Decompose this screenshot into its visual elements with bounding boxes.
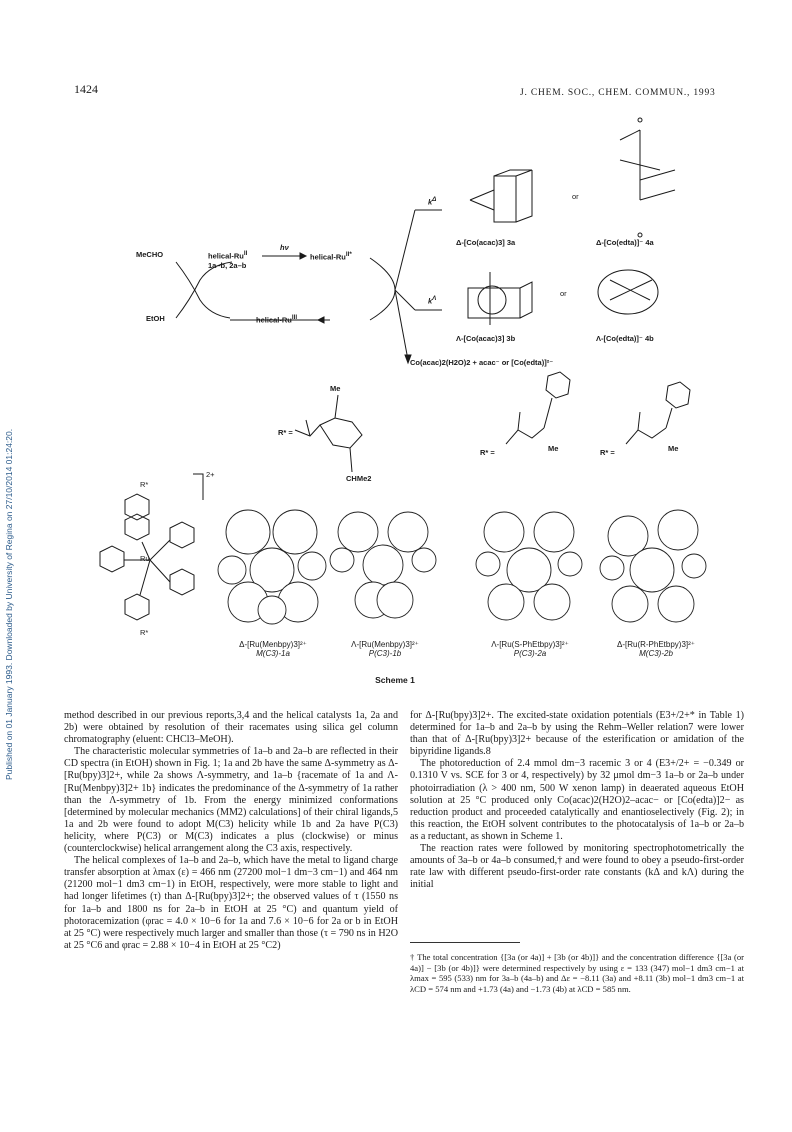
body-left-column (64, 710, 398, 1060)
paragraph: The photoreduction of 2.4 mmol dm−3 racemic 3 or 4 (E3+/2+ = −0.349 or 0.1310 V vs. SCE for 3 or 4, respectively) by 32 μmol dm−3 1a–b or 2a–b under photoirradiation (λ > 400 nm, 500 W xenon lamp) in deaerated aqueous EtOH solution at 25 °C produced only Co(acac)2(H2O)2–acac− or [Co(edta)]2− as reduction product and proceeded catalytically and enantioselectively (Fig. 2); in this reaction, the EtOH solvent contributes to the photocatalysis of 1a–b or 2a–b as a reductant, as shown in Scheme 1. (410, 758, 744, 842)
caption-2b: Δ-[Ru(R-PhEtbpy)3]²⁺ M(C3)-2b (616, 640, 696, 658)
k-delta-label: $k^\Delta$ (428, 196, 437, 207)
complex-r-top: R* (140, 480, 149, 489)
reactant-etoh: EtOH (146, 314, 165, 323)
catalyst-excited: helical-$Ru^{II*}$ (310, 251, 352, 262)
hv-label: hν (280, 243, 289, 252)
amide-r-label-1: R* = (480, 448, 495, 457)
catalyst-oxidized: helical-$Ru^{III}$ (256, 314, 298, 325)
amide-r-label-2: R* = (600, 448, 615, 457)
journal-header: J. CHEM. SOC., CHEM. COMMUN., 1993 (520, 88, 716, 98)
k-lambda-label: $k^\Lambda$ (428, 295, 437, 306)
page-number: 1424 (74, 82, 98, 96)
label-3a: Δ-[Co(acac)3] 3a (456, 238, 516, 247)
amide-me-1: Me (548, 444, 559, 453)
paragraph: The characteristic molecular symmetries of 1a–b and 2a–b are reflected in their CD spectra (in EtOH) shown in Fig. 1; 1a and 2b have the same Δ-symmetry as Δ-[Ru(bpy)3]2+, while 2a shows Λ-symmetry, and 1a–b {racemate of 1a and Λ-[Ru(Menbpy)3]2+ 1b} indicates the predominance of the Δ-symmetry of 1a rather than the Λ-symmetry of 1b. From the energy minimized conformations [determined by molecular mechanics (MM2) calculations] of their chiral ligands,5 1a and 2b were found to adopt M(C3) helicity while 1b and 2a have P(C3) helicity, where P(C3) or M(C3) indicates a plus (clockwise) or minus (counterclockwise) helical arrangement along the C3 axis, respectively. (64, 746, 398, 855)
model-2b (600, 510, 706, 622)
model-1b (330, 512, 436, 618)
menthyl-r-label: R* = (278, 428, 293, 437)
reactant-mecho: MeCHO (136, 250, 164, 259)
paragraph: The reaction rates were followed by monitoring spectrophotometrically the amounts of 3a–b or 4a–b consumed,† and were found to obey a pseudo-first-order rate law with different pseudo-first-order rate constants (kΔ and kΛ) during the initial (410, 843, 744, 891)
model-2a (476, 512, 582, 620)
footnote: † The total concentration {[3a (or 4a)] + [3b (or 4b)]} and the concentration difference {[3a (or 4a)] − [3b (or 4b)]} were determined respectively by using ε = 133 (347) mol−1 dm3 cm−1 at λmax = 595 (533) nm for 3a–b (4a–b) and Δε = −8.11 (3a) and +8.11 (3b) mol−1 dm3 cm−1 at λCD = 574 nm and +1.73 (4a) and −1.73 (4b) at λCD = 585 nm. (410, 952, 744, 994)
footnote-rule (410, 942, 520, 943)
catalyst-ground: helical-$Ru^{II}$ (208, 250, 248, 261)
scheme-caption: Scheme 1 (375, 675, 415, 685)
label-4b: Λ-[Co(edta)]⁻ 4b (596, 334, 654, 343)
model-1a (218, 510, 326, 624)
menthyl-chme2: CHMe2 (346, 474, 372, 483)
or-label-top: or (572, 192, 579, 201)
paragraph: method described in our previous reports,3,4 and the helical catalysts 1a, 2a and 2b) were obtained by resolution of their racemates using silica gel column chromatography (eluent: CHCl3–MeOH). (64, 710, 398, 746)
paragraph: The helical complexes of 1a–b and 2a–b, which have the metal to ligand charge transfer absorption at λmax (ε) = 466 nm (27200 mol−1 dm−3 cm−1) and 464 nm (21200 mol−1 dm3 cm−1) in EtOH, respectively, were more stable to light and had longer lifetimes (τ) than Δ-[Ru(bpy)3]2+; the observed values of τ (1550 ns for 1a–b and 1800 ns for 2a–b in EtOH at 25 °C) and quantum yield of photoracemization (φrac = 4.0 × 10−6 for 1a and 7.6 × 10−6 for 2a or b in EtOH at 25 °C) were respectively much larger and smaller than those (τ = 790 ns in H2O at 25 °C6 and φrac = 2.88 × 10−4 in EtOH at 25 °C2) (64, 855, 398, 951)
caption-1a: Δ-[Ru(Menbpy)3]²⁺ M(C3)-1a (239, 640, 307, 658)
complex-ru: Ru (140, 554, 150, 563)
complex-charge: 2+ (206, 470, 215, 479)
menthyl-me: Me (330, 384, 341, 393)
or-label-bottom: or (560, 289, 567, 298)
amide-me-2: Me (668, 444, 679, 453)
complex-r-bottom: R* (140, 628, 149, 637)
caption-2a: Λ-[Ru(S-PhEtbpy)3]²⁺ P(C3)-2a (491, 640, 569, 658)
body-right-column (410, 710, 744, 930)
label-3b: Λ-[Co(acac)3] 3b (456, 334, 516, 343)
paragraph: for Δ-[Ru(bpy)3]2+. The excited-state oxidation potentials (E3+/2+* in Table 1) determined for 1a–b and 2a–b by using the Rehm–Weller relation7 were lower than that of Δ-[Ru(bpy)3]2+ because of the esterification or amidation of the bipyridine ligands.8 (410, 710, 744, 758)
reduction-products: Co(acac)2(H2O)2 + acac⁻ or [Co(edta)]²⁻ (410, 358, 554, 367)
label-4a: Δ-[Co(edta)]⁻ 4a (596, 238, 654, 247)
download-watermark: Published on 01 January 1993. Downloaded by University of Regina on 27/10/2014 01:24:20. (4, 428, 14, 780)
caption-1b: Λ-[Ru(Menbpy)3]²⁺ P(C3)-1b (351, 640, 419, 658)
catalyst-ids: 1a–b, 2a–b (208, 261, 247, 270)
